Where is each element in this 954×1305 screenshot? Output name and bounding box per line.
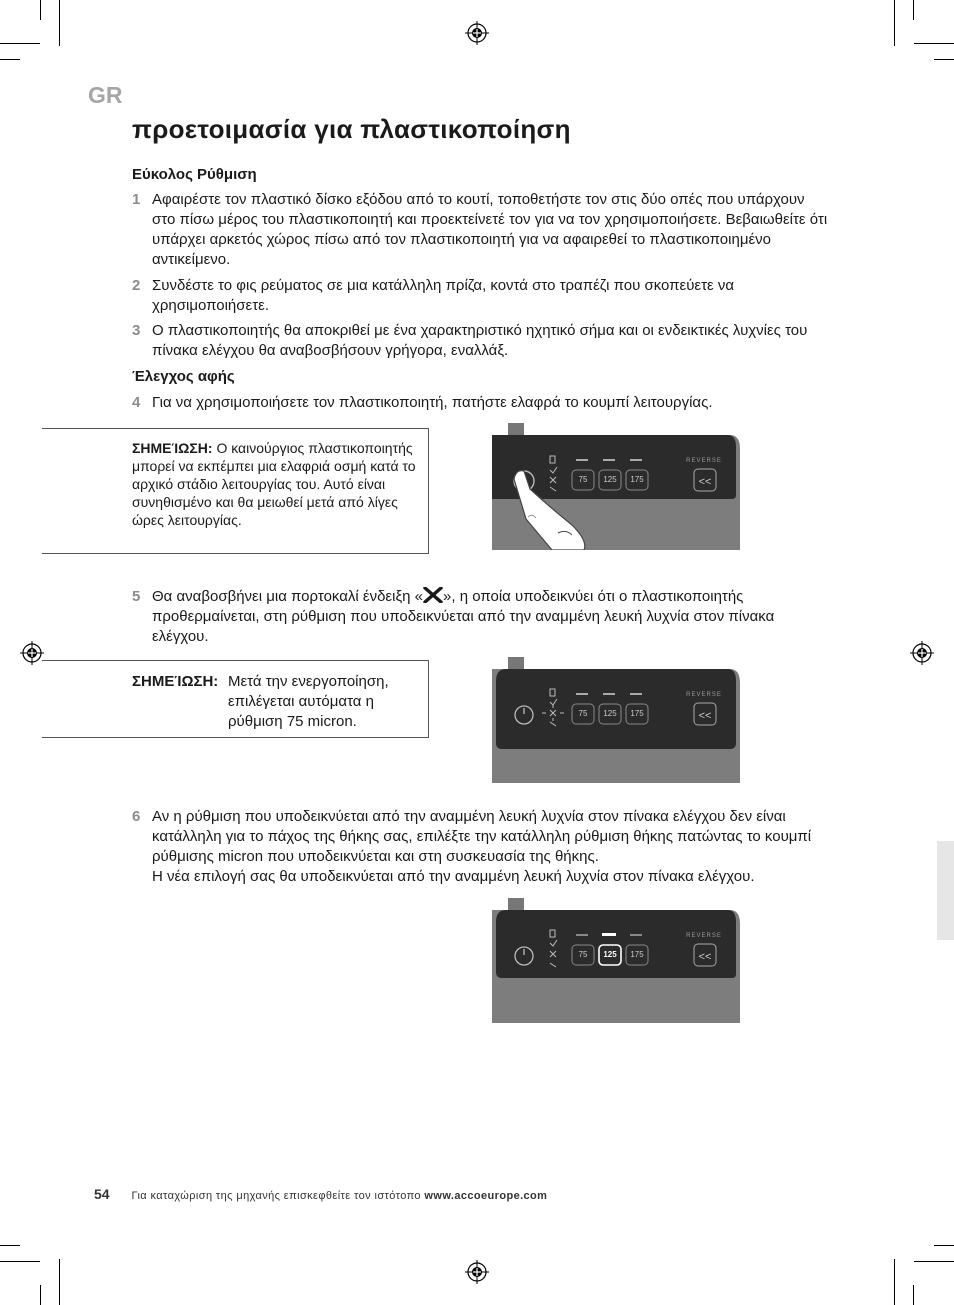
crop-mark <box>894 0 895 46</box>
step-1 <box>132 190 832 270</box>
step-text: Συνδέστε το φις ρεύματος σε μια κατάλληλη πρίζα, κοντά στο τραπέζι που σκοπεύετε να χρησιμοποιήσετε. <box>152 277 735 314</box>
page-number: 54 <box>94 1186 110 1202</box>
side-language-tab <box>937 841 954 940</box>
step-text: Αν η ρύθμιση που υποδεικνύεται από την αναμμένη λευκή λυχνία στον πίνακα ελέγχου δεν είναι κατάλληλη για το πάχος της θήκης σας, επιλέξτε την κατάλληλη ρύθμιση θήκης πατώντας το κουμπί ρύθμισης micron που υποδεικνύεται και στη συσκευασία της θήκης. <box>152 808 812 865</box>
svg-text:125: 125 <box>603 709 617 718</box>
crop-mark <box>934 1245 954 1246</box>
footer-text <box>131 1190 547 1202</box>
step-number: 1 <box>132 191 141 208</box>
control-panel-illustration <box>492 423 740 550</box>
step-5 <box>132 587 832 647</box>
step-4 <box>132 393 832 413</box>
svg-text:<<: << <box>698 710 712 722</box>
crop-mark <box>59 1259 60 1305</box>
crop-mark <box>0 59 20 60</box>
note-text <box>132 439 418 529</box>
crop-mark <box>914 1261 954 1262</box>
step-3 <box>132 321 832 361</box>
step-2 <box>132 276 832 316</box>
step-number: 4 <box>132 394 141 411</box>
svg-text:<<: << <box>698 951 712 963</box>
step-6 <box>132 807 832 887</box>
svg-text:<<: << <box>698 476 712 488</box>
control-panel-illustration <box>492 898 740 1023</box>
svg-text:75: 75 <box>578 709 588 718</box>
crop-mark <box>40 0 41 20</box>
note-label: ΣΗΜΕΊΩΣΗ: <box>132 440 213 456</box>
note-body: Μετά την ενεργοποίηση, επιλέγεται αυτόματα η ρύθμιση 75 micron. <box>228 673 389 730</box>
step-number: 5 <box>132 588 141 605</box>
step-number: 2 <box>132 277 141 294</box>
step-text <box>152 587 832 647</box>
svg-text:75: 75 <box>578 950 588 959</box>
language-tag: GR <box>88 82 123 108</box>
step-text: Η νέα επιλογή σας θα υποδεικνύεται από την αναμμένη λευκή λυχνία στον πίνακα ελέγχου. <box>152 868 755 885</box>
crop-mark <box>0 1261 40 1262</box>
laminator-panel-heating <box>492 657 740 783</box>
svg-text:175: 175 <box>630 475 644 484</box>
section-heading-touch: Έλεγχος αφής <box>132 368 235 385</box>
svg-text:75: 75 <box>578 475 588 484</box>
crop-mark <box>913 0 914 20</box>
crop-mark <box>40 1285 41 1305</box>
note-label: ΣΗΜΕΊΩΣΗ: <box>132 673 219 690</box>
step-text: Ο πλαστικοποιητής θα αποκριθεί με ένα χαρακτηριστικό ηχητικό σήμα και οι ενδεικτικές λυχνίες του πίνακα ελέγχου θα αναβοσβήσουν γρήγορα, εναλλάξ. <box>152 322 808 359</box>
crop-mark <box>934 59 954 60</box>
crop-mark <box>0 1245 20 1246</box>
step-number: 6 <box>132 808 141 825</box>
registration-mark-icon <box>465 21 489 45</box>
laminator-panel-touch <box>492 423 740 550</box>
step-text: Αφαιρέστε τον πλαστικό δίσκο εξόδου από το κουτί, τοποθετήστε τον στις δύο οπές που υπάρχουν στο πίσω μέρος του πλαστικοποιητή και προεκτείνετέ τον για να τον χρησιμοποιήσετε. Βεβαιωθείτε ότι υπάρχει αρκετός χώρος πίσω από τον πλαστικοποιητή για να αφαιρεθεί το πλαστικοποιημένο αντικείμενο. <box>152 191 828 268</box>
page-title: προετοιμασία για πλαστικοποίηση <box>132 114 571 144</box>
footer-url[interactable]: www.accoeurope.com <box>424 1190 548 1202</box>
note-body: Ο καινούργιος πλαστικοποιητής μπορεί να εκπέμπει μια ελαφριά οσμή κατά το αρχικό στάδιο λειτουργίας του. Αυτό είναι συνηθισμένο και θα μειωθεί μετά από λίγες ώρες λειτουργίας. <box>132 440 416 528</box>
crop-mark <box>59 0 60 46</box>
step-number: 3 <box>132 322 141 339</box>
crop-mark <box>0 43 40 44</box>
step-text: Για να χρησιμοποιήσετε τον πλαστικοποιητή, πατήστε ελαφρά το κουμπί λειτουργίας. <box>152 394 713 411</box>
svg-text:125: 125 <box>603 475 617 484</box>
footer <box>94 1186 547 1202</box>
registration-mark-icon <box>20 641 44 665</box>
crop-mark <box>914 43 954 44</box>
crop-mark <box>894 1259 895 1305</box>
registration-mark-icon <box>465 1260 489 1284</box>
footer-note: Για καταχώριση της μηχανής επισκεφθείτε τον ιστότοπο <box>131 1190 421 1202</box>
step-text-part: Θα αναβοσβήνει μια πορτοκαλί ένδειξη « <box>152 588 424 605</box>
svg-text:REVERSE: REVERSE <box>686 933 722 939</box>
svg-text:175: 175 <box>630 709 644 718</box>
step-text-part: », η οποία υποδεικνύει ότι ο πλαστικοποιητής προθερμαίνεται, στη ρύθμιση που υποδεικνύεται από την αναμμένη λευκή λυχνία στον πίνακα ελέγχου. <box>152 588 775 645</box>
svg-text:175: 175 <box>630 950 644 959</box>
laminator-panel-selected <box>492 898 740 1023</box>
svg-text:REVERSE: REVERSE <box>686 458 722 464</box>
registration-mark-icon <box>910 641 934 665</box>
svg-text:REVERSE: REVERSE <box>686 692 722 698</box>
section-heading-easy-setup: Εύκολος Ρύθμιση <box>132 166 257 183</box>
note-box <box>42 428 429 554</box>
heating-cross-icon <box>423 587 443 603</box>
crop-mark <box>913 1285 914 1305</box>
note-box <box>42 660 429 738</box>
control-panel-illustration <box>492 657 740 783</box>
svg-text:125: 125 <box>603 950 617 959</box>
